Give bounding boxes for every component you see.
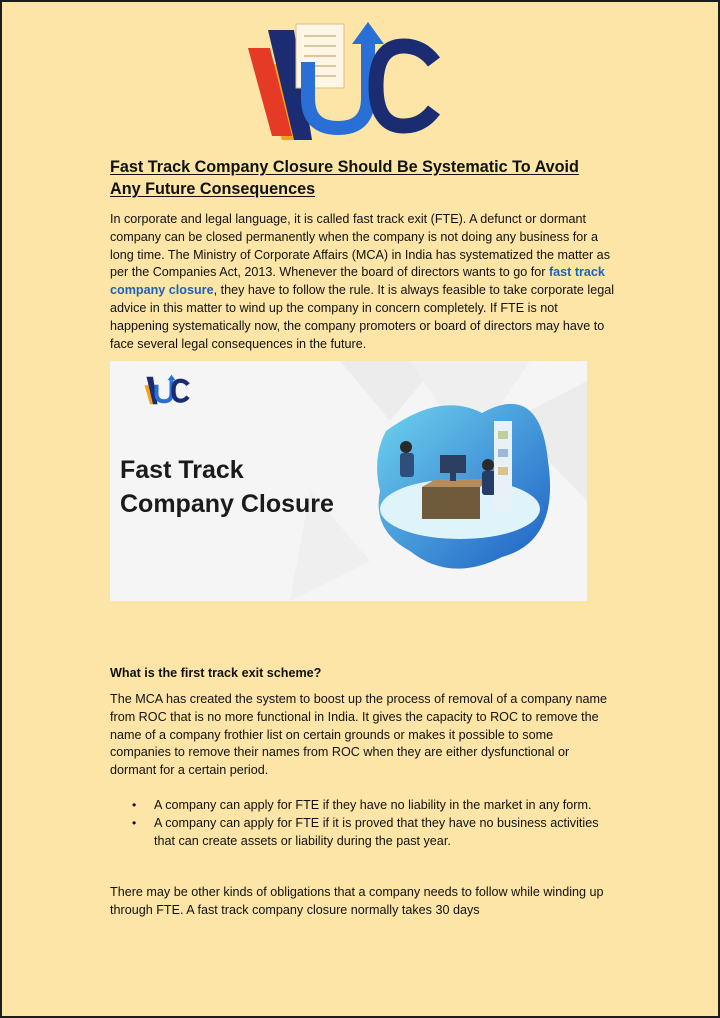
hero-title-line-2: Company Closure — [120, 490, 334, 518]
closing-paragraph: There may be other kinds of obligations that a company needs to follow while winding up through FTE. A fast track company closure normally takes 30 days — [110, 885, 604, 917]
title-line-1: Fast Track Company Closure Should Be Systematic To Avoid — [110, 158, 579, 176]
list-item — [110, 815, 614, 851]
bullet-text: A company can apply for FTE if it is proved that they have no business activities that can create assets or liability during the past year. — [154, 815, 599, 848]
intro-text-before-link: In corporate and legal language, it is called fast track exit (FTE). A defunct or dormant company can be closed permanently when the company is not doing any business for a long time. The Ministry of Corporate Affairs (MCA) in India has systematized the matter as per the Companies Act, 2013. Whenever the board of directors wants to go for — [110, 212, 610, 280]
article-title — [110, 156, 614, 200]
hero-uc-logo — [140, 373, 190, 405]
hero-title-line-1: Fast Track — [120, 456, 244, 484]
bullet-icon: • — [132, 798, 137, 812]
fast-track-company-closure-link[interactable]: fast track company closure — [110, 265, 605, 298]
scheme-paragraph: The MCA has created the system to boost up the process of removal of a company name from ROC that is no more functional in India. It gives the capacity to ROC to remove the name of a company frothier list on certain grounds or makes it possible to some companies to remove their names from ROC when they are either dysfunctional or dormant for a certain period. — [110, 692, 608, 778]
list-item — [110, 797, 614, 815]
svg-text:UC: UC — [242, 18, 244, 19]
svg-text:UC — [140, 373, 141, 374]
intro-text-after-link: , they have to follow the rule. It is always feasible to take corporate legal advice in this matter to wind up the company in concern completely. If FTE is not happening systematically now, the company promoters or board of directors may have to face several legal consequences in the future. — [110, 283, 615, 351]
uc-logo — [242, 18, 442, 140]
title-line-2: Any Future Consequences — [110, 180, 316, 198]
bullet-list — [110, 797, 614, 850]
section-heading: What is the first track exit scheme? — [110, 666, 322, 680]
hero-image — [110, 361, 587, 601]
hero-title — [120, 453, 334, 521]
bullet-text: A company can apply for FTE if they have no liability in the market in any form. — [154, 798, 592, 812]
intro-paragraph — [110, 211, 614, 353]
bullet-icon: • — [132, 815, 137, 830]
